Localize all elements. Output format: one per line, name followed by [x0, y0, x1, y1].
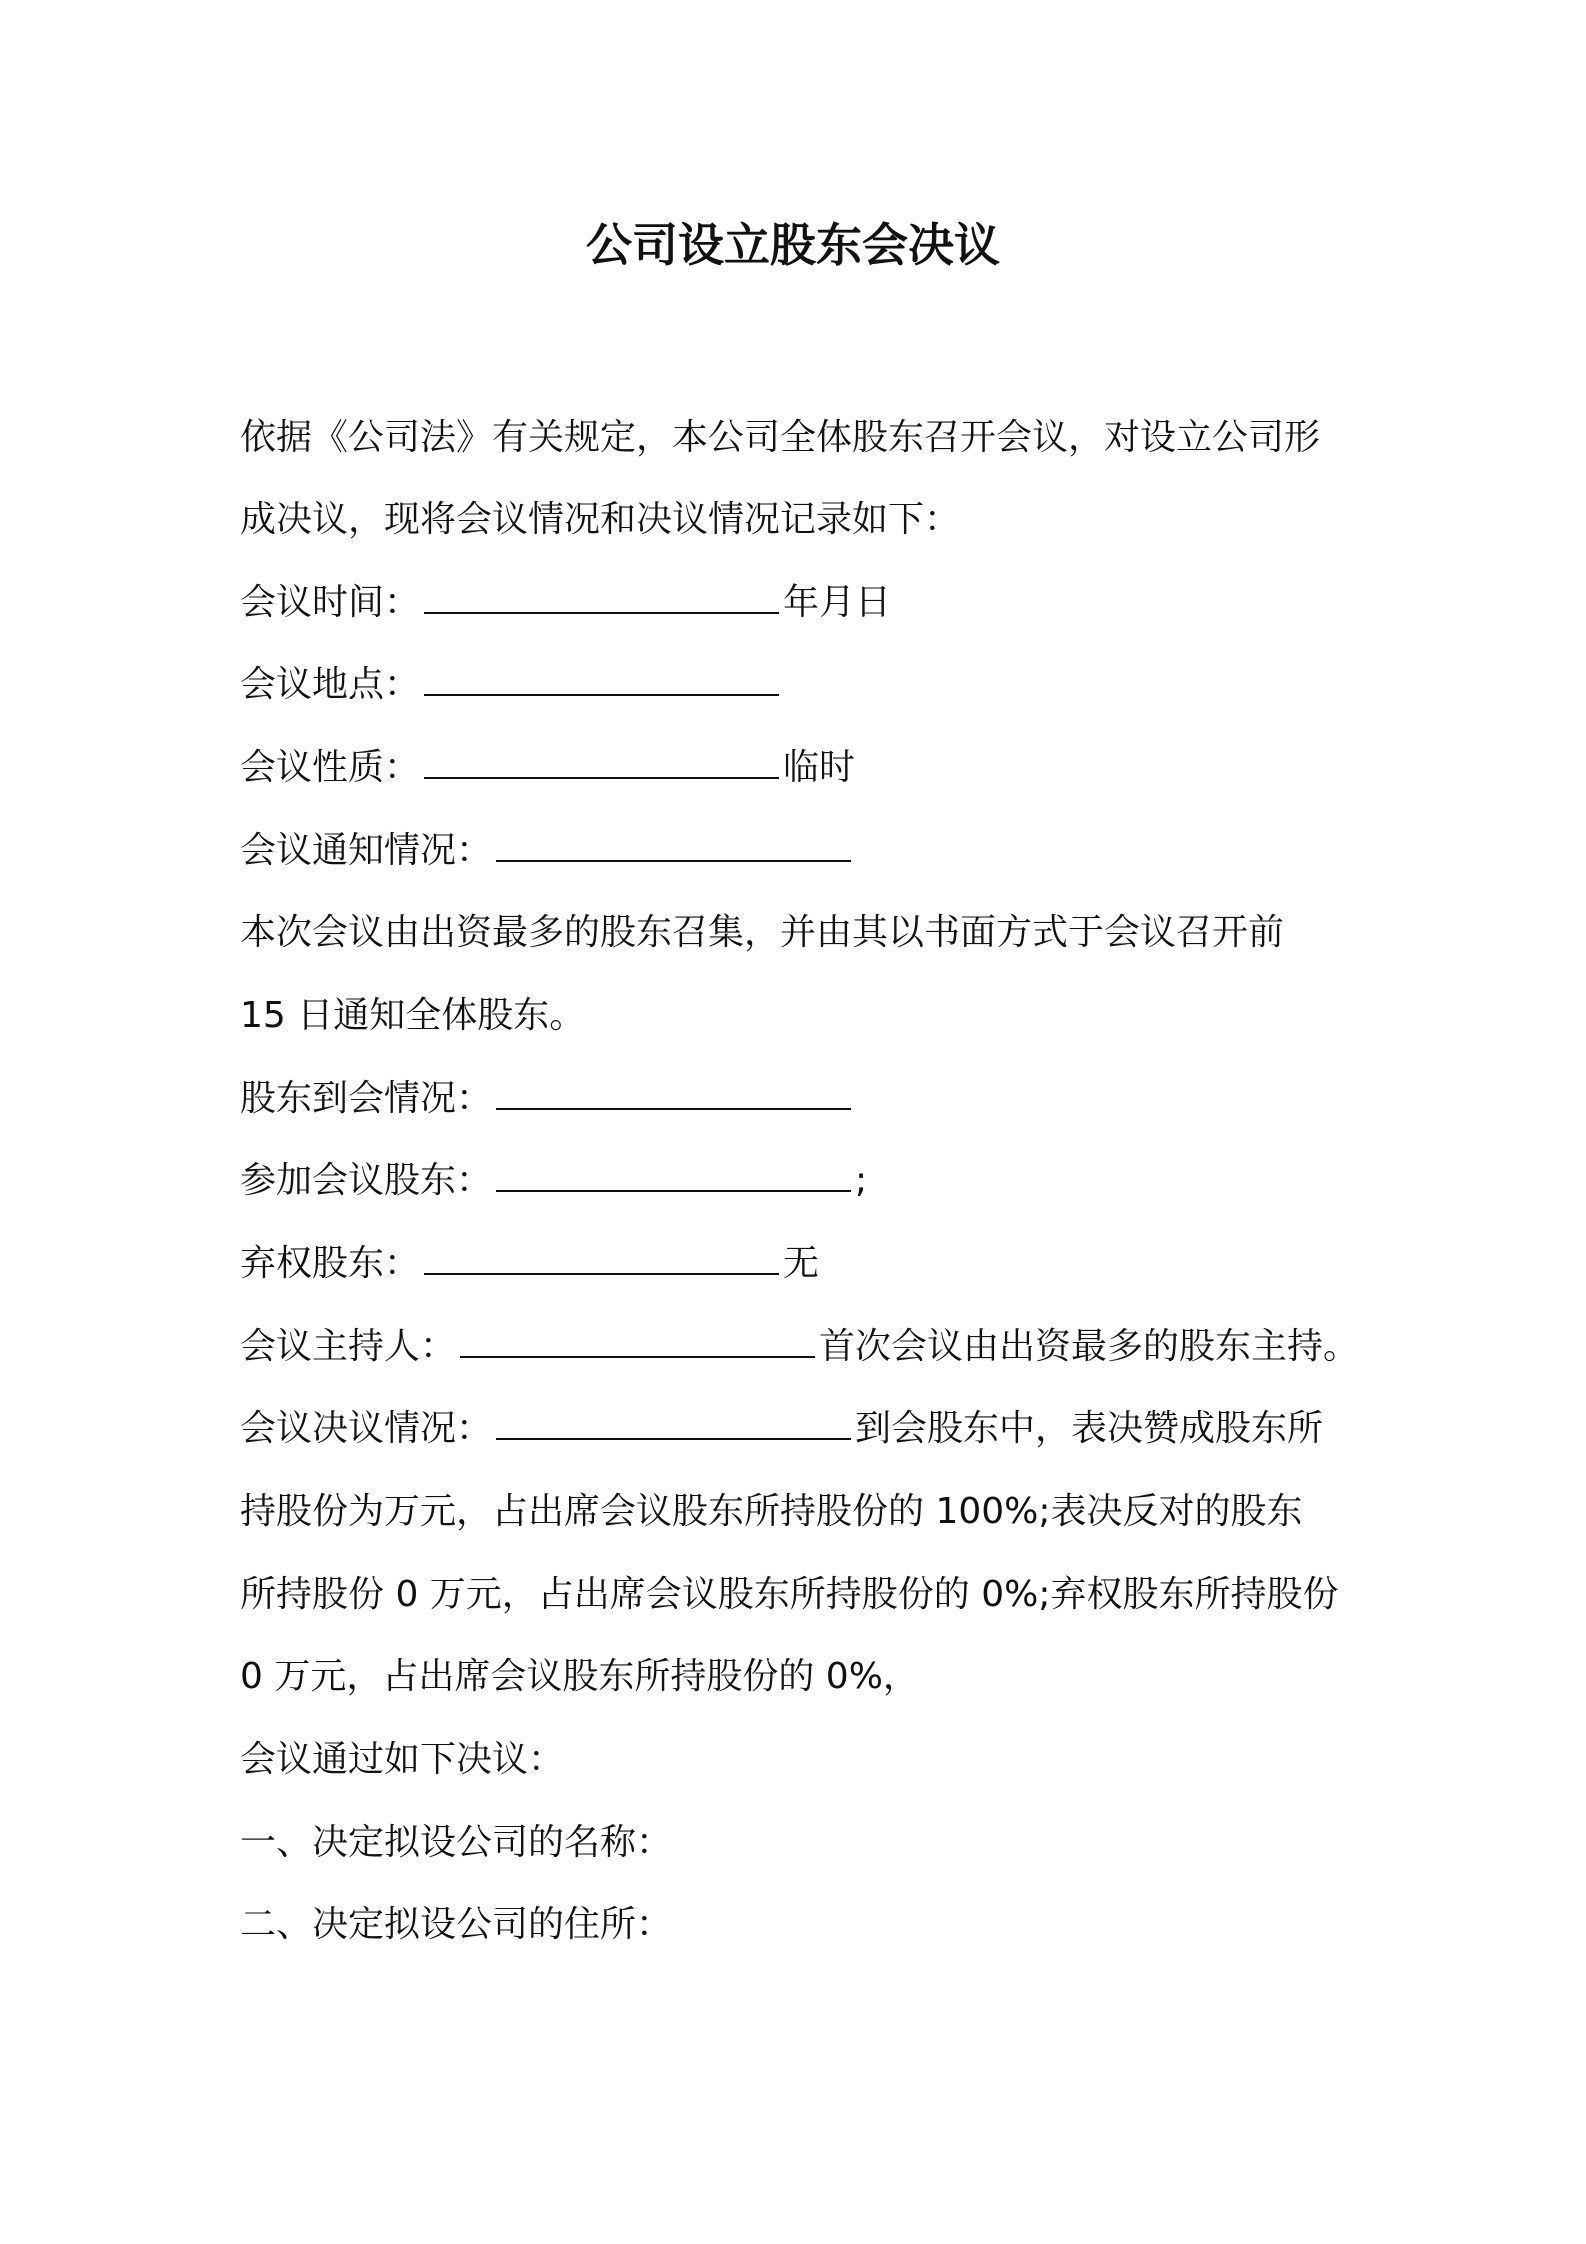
document-title: 公司设立股东会决议: [586, 218, 1000, 272]
host-suffix: 首次会议由出资最多的股东主持。: [819, 1326, 1360, 1367]
resolution-status-label: 会议决议情况：: [240, 1408, 493, 1449]
resolution-item-1: 一、决定拟设公司的名称：: [240, 1822, 673, 1863]
vote-text-1: 持股份为万元，占出席会议股东所持股份的 100%;表决反对的股东: [240, 1491, 1303, 1532]
attendance-row: [240, 1069, 855, 1129]
attendance-blank: [496, 1074, 851, 1110]
meeting-nature-suffix: 临时: [783, 747, 856, 788]
abstaining-label: 弃权股东：: [240, 1243, 421, 1284]
meeting-time-suffix: 年月日: [783, 582, 892, 623]
meeting-place-blank: [424, 660, 779, 696]
resolution-status-suffix: 到会股东中，表决赞成股东所: [855, 1408, 1324, 1449]
meeting-nature-row: [240, 738, 855, 798]
vote-text-2: 所持股份 0 万元，占出席会议股东所持股份的 0%;弃权股东所持股份: [240, 1574, 1339, 1615]
meeting-time-label: 会议时间：: [240, 582, 421, 623]
attendance-label: 股东到会情况：: [240, 1078, 493, 1119]
meeting-time-blank: [424, 578, 779, 614]
vote-text-3: 0 万元，占出席会议股东所持股份的 0%，: [240, 1656, 919, 1697]
intro-line-1: 依据《公司法》有关规定，本公司全体股东召开会议，对设立公司形: [240, 417, 1321, 458]
meeting-place-row: [240, 655, 783, 715]
meeting-place-label: 会议地点：: [240, 664, 421, 705]
meeting-notice-label: 会议通知情况：: [240, 830, 493, 871]
resolutions-heading: 会议通过如下决议：: [240, 1739, 565, 1780]
notice-text-2: 15 日通知全体股东。: [240, 995, 586, 1036]
participants-label: 参加会议股东：: [240, 1160, 493, 1201]
participants-row: [240, 1151, 867, 1211]
host-blank: [460, 1322, 815, 1358]
abstaining-blank: [424, 1239, 779, 1275]
meeting-notice-row: [240, 821, 855, 881]
meeting-time-row: [240, 573, 891, 633]
host-row: [240, 1317, 1359, 1377]
host-label: 会议主持人：: [240, 1326, 457, 1367]
meeting-notice-blank: [496, 826, 851, 862]
participants-blank: [496, 1156, 851, 1192]
meeting-nature-blank: [424, 743, 779, 779]
notice-text-1: 本次会议由出资最多的股东召集，并由其以书面方式于会议召开前: [240, 912, 1285, 953]
meeting-nature-label: 会议性质：: [240, 747, 421, 788]
abstaining-row: [240, 1234, 819, 1294]
resolution-item-2: 二、决定拟设公司的住所：: [240, 1904, 673, 1945]
abstaining-suffix: 无: [783, 1243, 820, 1284]
resolution-status-blank: [496, 1404, 851, 1440]
resolution-status-row: [240, 1399, 1323, 1459]
intro-line-2: 成决议，现将会议情况和决议情况记录如下：: [240, 499, 961, 540]
participants-suffix: ;: [855, 1160, 868, 1201]
